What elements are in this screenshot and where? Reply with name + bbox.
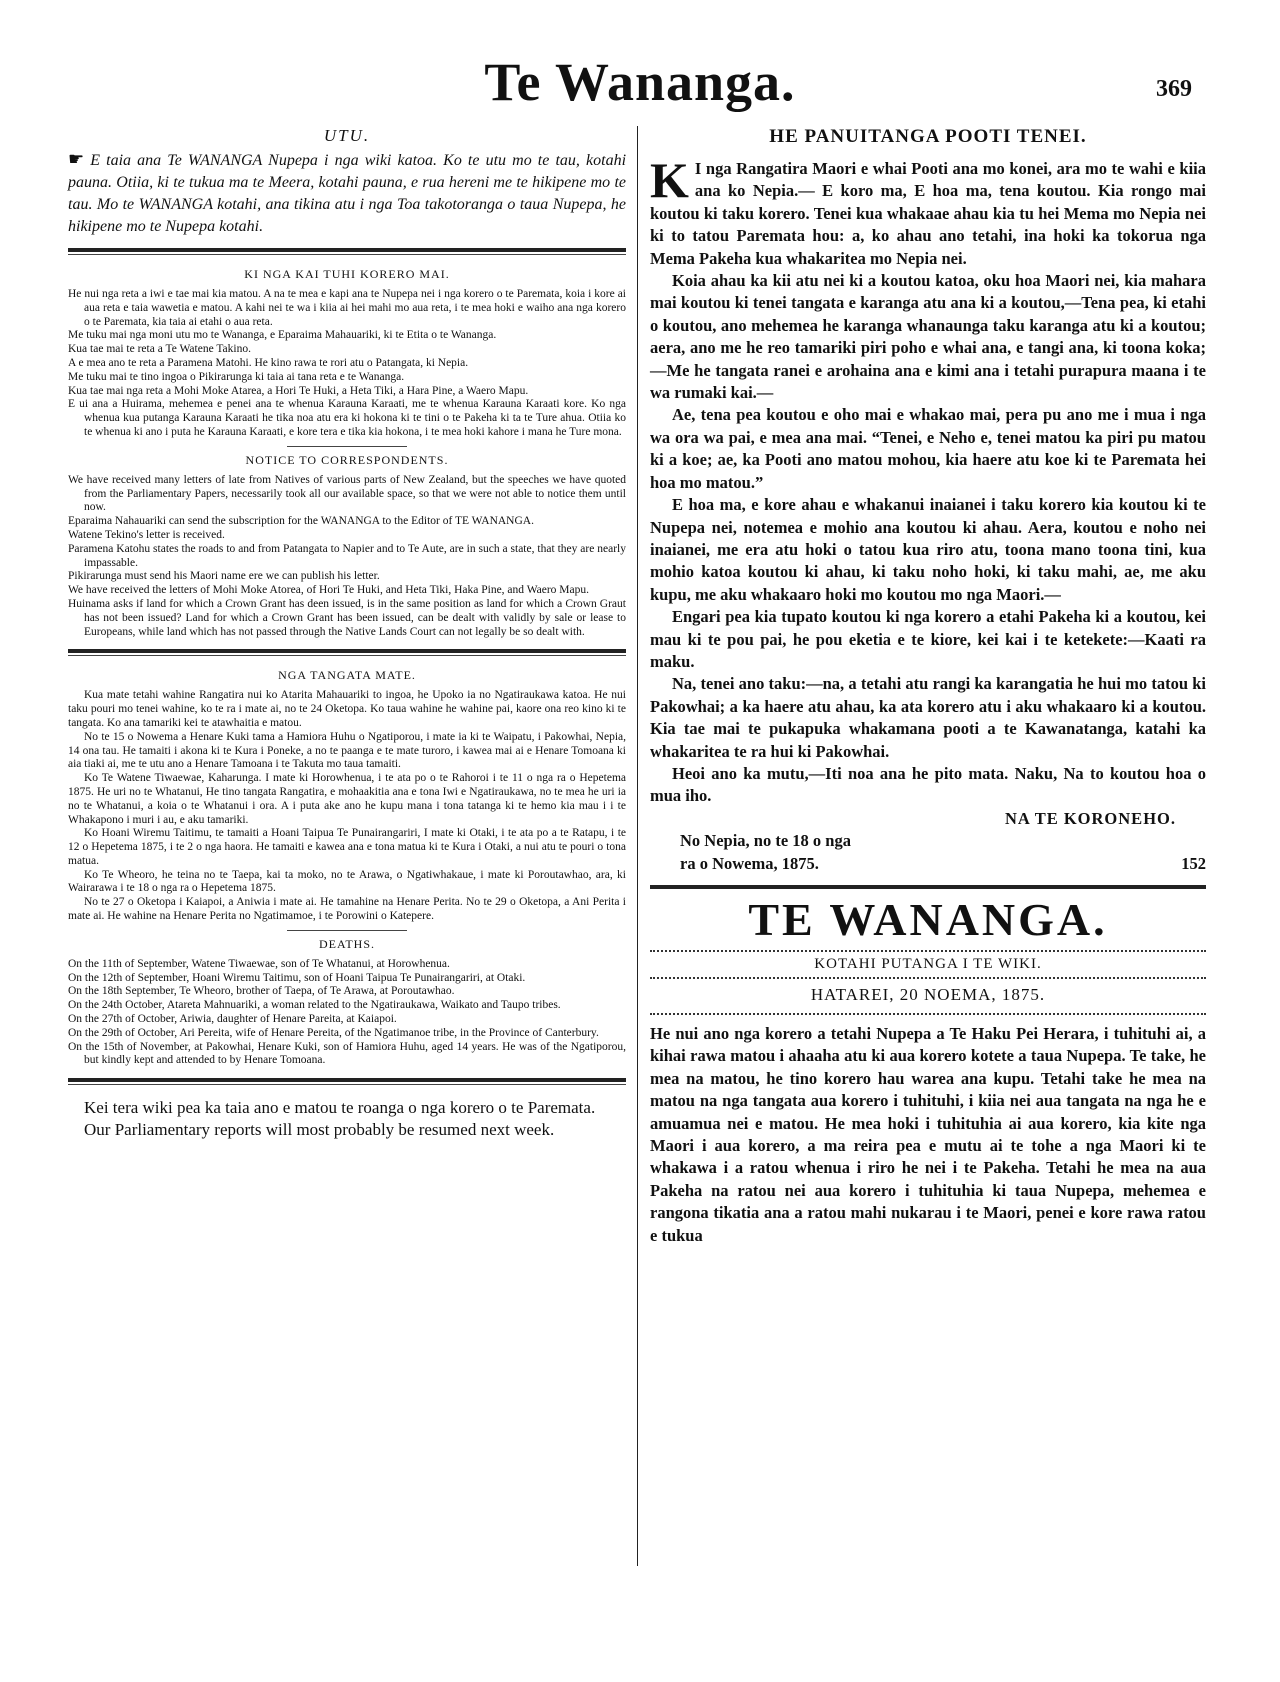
utu-title: UTU. (323, 126, 371, 145)
closing-maori: Kei tera wiki pea ka taia ano e matou te roanga o nga korero o te Paremata. (84, 1098, 596, 1118)
dateline (650, 853, 1206, 875)
section-rule-thin (68, 1084, 626, 1085)
te-wananga-editorial (650, 893, 1206, 1247)
kai-tuhi-item: Kua tae mai nga reta a Mohi Moke Atarea, a Hori Te Huki, a Heta Tiki, a Hara Pine, a Waero Mapu. (68, 384, 529, 397)
editorial-body: He nui ano nga korero a tetahi Nupepa a Te Haku Pei Herara, i tuhituhi ai, a kihai rawa matou i ahaaha atu ki aua korero kotete a taua Nupepa. Te take, he mea na matou, he tino korero hau warea ana kupu. Tetahi take he mea na matou na nga tangata aua korero i tuhituhi, i kiia nei aua tangata na nga he e amuamua nei e matou. He mea hoki i tuhituhia ai aua korero, kia kite nga Maori i aua korero, a ma reira pea e mutu ai te tohe a nga Maori ki te whakawa i a ratou whenua i riro he nei i te Pakeha. Tetahi he mea na aua Pakeha na ratou nei aua korero i tuhituhia ki taua Nupepa, mehemea e rangona tikatia ana a ratou mahi nukarau i te Maori, penei e kore rawa ratou e tukua (650, 1024, 1206, 1245)
kai-tuhi-item: Kua tae mai te reta a Te Watene Takino. (68, 343, 251, 356)
kai-tuhi-item: Me tuku mai nga moni utu mo te Wananga, e Eparaima Mahauariki, ki te Etita o te Wananga. (68, 329, 497, 342)
section-rule (68, 1078, 626, 1082)
section-rule (68, 649, 626, 653)
dotted-rule (650, 1013, 1206, 1015)
notice-item: Paramena Katohu states the roads to and from Patangata to Napier and to Te Aute, are in such a state, that they are nearly impassable. (68, 542, 626, 569)
editorial-date: HATAREI, 20 NOEMA, 1875. (810, 985, 1046, 1004)
reference-number: 152 (1181, 853, 1206, 873)
kai-tuhi-item: A e mea ano te reta a Paramena Matohi. He kino rawa te rori atu o Patangata, ki Nepia. (68, 356, 469, 369)
editorial-title: TE WANANGA. (748, 894, 1108, 945)
notice-item: Pikirarunga must send his Maori name ere we can publish his letter. (68, 570, 380, 583)
dateline (650, 830, 1206, 852)
notice-item: We have received many letters of late from Natives of various parts of New Zealand, but the speeches we have quoted from the Parliamentary Papers, necessarily took all our available space, so that we were not able to notice them until now. (68, 473, 626, 514)
utu-body: E taia ana Te WANANGA Nupepa i nga wiki katoa. Ko te utu mo te tau, kotahi pauna. Otiia, ki te tukua ma te Meera, kotahi pauna, e rua hereni me te hikipene mo te tau. Mo te WANANGA kotahi, ana tikina atu i nga Toa takotoranga o taua Nupepa, he hikipene mo te Nupepa kotahi. (68, 152, 627, 235)
mate-item: Kua mate tetahi wahine Rangatira nui ko Atarita Mahauariki to ingoa, he Upoko ia no Ngatiraukawa katoa. He nui taku pouri mo tenei wahine, ko te ra i mate ai, no te 24 Oketopa. Ko taua wahine he wahine pai, kaore ona reo kino ki te tangata. Ko ana tamariki kei te atawhaitia e matou. (68, 689, 626, 729)
death-item: On the 27th of October, Ariwia, daughter of Henare Pareita, at Kaiapoi. (68, 1013, 397, 1026)
mate-item: No te 15 o Nowema a Henare Kuki tama a Hamiora Huhu o Ngatiporou, i mate ia ki te Waipatu, i Pakowhai, Nepia, 14 ona tau. He tamaiti i akona ki te Kura i Poneke, a no te paanga e te mate turoro, i kawea mai ai e Henare Tomoana ki aia tiaki ai, me te utu ano a Henare Tamoana i te Takuta mo taua tamaiti. (68, 730, 626, 771)
closing-notes (68, 1097, 626, 1141)
masthead (0, 52, 1280, 112)
editorial-subtitle: KOTAHI PUTANGA I TE WIKI. (814, 956, 1042, 972)
editorial-body-wrap (650, 1023, 1206, 1247)
notice-item: Watene Tekino's letter is received. (68, 528, 225, 541)
closing-english: Our Parliamentary reports will most probably be resumed next week. (84, 1120, 555, 1140)
notice-heading: NOTICE TO CORRESPONDENTS. (245, 452, 449, 467)
dotted-rule (650, 950, 1206, 952)
page-number: 369 (1156, 76, 1192, 102)
pooti-paragraph: Koia ahau ka kii atu nei ki a koutou katoa, oku hoa Maori nei, kia mahara mai koutou ki tenei tangata e karanga atu ana ki a koutou,—Tena pea, ki etahi o koutou, ano mehemea he karanga whanaunga taku karanga atu ki a koutou; aera, ano me he reo tamariki piri poho e whai ana, e tangi ana, ki toona koka;—Me he tangata ranei e arohaina ana e kimi ana i tetahi purapura maana i te wa rumaki kai.— (650, 271, 1206, 403)
death-item: On the 15th of November, at Pakowhai, Henare Kuki, son of Hamiora Huhu, aged 14 years. He was of the Ngatiporou, but kindly kept and attended to by Henare Tomoana. (68, 1040, 626, 1067)
pooti-notice (650, 126, 1206, 875)
notice-item: Huinama asks if land for which a Crown Grant has deen issued, is in the same position as land for which a Crown Graut has not been issued? Land for which a Crown Grant has been issued, can be dealt with validly by sale or lease to Europeans, while land which has not passed through the Native Lands Court can not legally be so dealt with. (68, 597, 626, 638)
notice-item: Eparaima Nahauariki can send the subscription for the WANANGA to the Editor of TE WANANGA. (68, 515, 534, 528)
section-rule (68, 248, 626, 252)
kai-tuhi-item: He nui nga reta a iwi e tae mai kia matou. A na te mea e kapi ana te Nupepa nei i nga korero o te Paremata, koia i kore ai aua reta e taia wawetia e matou. A kahi nei te wa i kiia ai hei mahi mo aua reta, i te mea hoki e waiho ana nga korero o te Paremata, kia taia ai etahi o aua reta. (68, 288, 626, 328)
deaths-heading: DEATHS. (318, 936, 375, 951)
mate-item: Ko Te Watene Tiwaewae, Kaharunga. I mate ki Horowhenua, i te ata po o te Rahoroi i te 11 o nga ra o Hepetema 1875. He uri no te Whatanui, He tino tangata Rangatira, e mohaakitia ana e tona Iwi e Ngatiraukawa, no te mea he uri ia no te Whatanui, a koia o te Whatanui i ora. A i puta ake ano he kupu mana i tona tatanga ki te hemo kia mau i i te Whakapono i muri i au, e aku tamariki. (68, 772, 626, 826)
short-rule (287, 446, 407, 447)
pooti-paragraph: Engari pea kia tupato koutou ki nga korero a etahi Pakeha ki a koutou, kei mau ki te pou pai, he pou eketia e te kiore, kei kai i te ketekete:—Kaati ra maku. (650, 607, 1206, 671)
mate-section (68, 668, 626, 924)
pooti-paragraph: Na, tenei ano taku:—na, a tetahi atu rangi ka karangatia he hui mo tatou ki Pakowhai; a ka haere atu ahau, ka ata korero atu i aku whakaaro ki a koutou. Kia tae mai te pukapuka whakamana pooti a te Kawanatanga, katahi ka whakaritea te ra hui ki Pakowhai. (650, 674, 1206, 761)
section-rule (650, 885, 1206, 889)
pooti-paragraph: Heoi ano ka mutu,—Iti noa ana he pito mata. Naku, Na to koutou hoa o mua iho. (650, 763, 1206, 806)
death-item: On the 18th September, Te Wheoro, brother of Taepa, of Te Arawa, at Poroutawhao. (68, 985, 455, 998)
death-item: On the 11th of September, Watene Tiwaewae, son of Te Whatanui, at Horowhenua. (68, 957, 450, 970)
notice-list (68, 474, 626, 640)
mate-list (68, 689, 626, 924)
section-rule-thin (68, 254, 626, 255)
date-line-1: No Nepia, no te 18 o nga (680, 831, 851, 851)
notice-item: We have received the letters of Mohi Moke Atorea, of Hori Te Huki, and Heta Tiki, Haka Pine, and Waero Mapu. (68, 584, 589, 597)
left-column (68, 124, 626, 1141)
mate-heading: NGA TANGATA MATE. (278, 668, 416, 683)
column-divider (637, 126, 638, 1566)
death-item: On the 24th October, Atareta Mahnuariki, a woman related to the Ngatiraukawa, Waikato and Taupo tribes. (68, 999, 561, 1012)
pooti-paragraph: E hoa ma, e kore ahau e whakanui inaianei i taku korero kia koutou ki te Nupepa nei, notemea e mohio ana koutou ki ahau. Aera, koutou e noho nei inaianei, me era atu hoki o tatou kua riro atu, toona mano toona tini, kua mohio katoa koutou ki ahau, ki taku noho hoki, ki taku mahi, ae, me aku kupu, me aku whakaaro hoki mo koutou mo nga Maori.— (650, 495, 1206, 604)
pooti-body (650, 152, 1206, 875)
dotted-rule (650, 977, 1206, 979)
death-item: On the 29th of October, Ari Pereita, wife of Henare Pereita, of the Ngatimanoe tribe, in the Province of Canterbury. (68, 1026, 599, 1039)
right-column (650, 124, 1206, 1247)
deaths-list (68, 958, 626, 1068)
kai-tuhi-list (68, 288, 626, 440)
drop-cap: K (650, 152, 689, 208)
pooti-paragraph: Ae, tena pea koutou e oho mai e whakao mai, pera pu ano me i mua i nga wa ora wa pai, e mea ana mai. “Tenei, e Neho e, tenei matou ka piri pu matou ki a koe; ae, ka Pooti ano matou mohou, kia haere atu koe ki te Paremata hei hoa mo matou.” (650, 405, 1206, 492)
pointing-hand-icon: ☛ (68, 149, 85, 169)
kai-tuhi-heading: KI NGA KAI TUHI KORERO MAI. (244, 267, 450, 281)
notice-section (68, 453, 626, 640)
short-rule (287, 930, 407, 931)
mate-item: No te 27 o Oketopa i Kaiapoi, a Aniwia i mate ai. He tamahine na Henare Perita. No te 29 o Oketopa, a Ani Perita i mate ai. He wahine na Henare Perita no Ngatimamoe, i te Porowini o Katepere. (68, 896, 626, 923)
kai-tuhi-item: E ui ana a Huirama, mehemea e penei ana te whenua Karauna Karaati, me te whenua Karauna Karaati kore. Ko nga whenua kua putanga Karauna Karaati he tika noa atu era ki hokona ki te tini o te Pakeha ki ta te Ture ahua. Otiia ko te whenua ki ano i puta he Karauna Karaati, e kore tera e tika kia hokona, i te mea hoki kahore i mana he Ture mona. (68, 398, 626, 438)
newspaper-title: Te Wananga. (484, 52, 796, 112)
date-line-2: ra o Nowema, 1875. (680, 853, 819, 873)
utu-section (68, 126, 626, 238)
signature: NA TE KORONEHO. (1004, 808, 1176, 828)
deaths-section (68, 937, 626, 1068)
pooti-heading: HE PANUITANGA POOTI TENEI. (769, 126, 1087, 147)
pooti-paragraph: K I nga Rangatira Maori e whai Pooti ana mo konei, ara mo te wahi e kiia ana ko Nepia.— E koro ma, E hoa ma, tena koutou. Kia rongo mai koutou ki taku korero. Tenei kua whakaae ahau kia tu hei Mema mo Nepia nei ki to tatou Paremata hou: a, ko ahau ano tetahi, ina hoki ka tokorua nga Mema Pakeha kua whakaritea mo Nepia nei. (650, 152, 1206, 268)
kai-tuhi-section (68, 267, 626, 440)
kai-tuhi-item: Me tuku mai te tino ingoa o Pikirarunga ki taia ai tana reta e te Wananga. (68, 370, 405, 383)
mate-item: Ko Hoani Wiremu Taitimu, te tamaiti a Hoani Taipua Te Punairangariri, I mate ki Otaki, i te ata po a te Ratapu, i te 12 o Hepetema 1875, i te 2 o nga haora. He tamaiti e kawea ana e tona matua ki te Kura i Otaki, a nui atu te pouri o tona matua. (68, 827, 626, 867)
death-item: On the 12th of September, Hoani Wiremu Taitimu, son of Hoani Taipua Te Punairangariri, at Otaki. (68, 971, 526, 984)
section-rule-thin (68, 655, 626, 656)
mate-item: Ko Te Wheoro, he teina no te Taepa, kai ta moko, no te Arawa, o Ngatiwhakaue, i mate ki Poroutawhao, ara, ki Wairarawa i te 18 o nga ra o Hepetema 1875. (68, 868, 626, 895)
